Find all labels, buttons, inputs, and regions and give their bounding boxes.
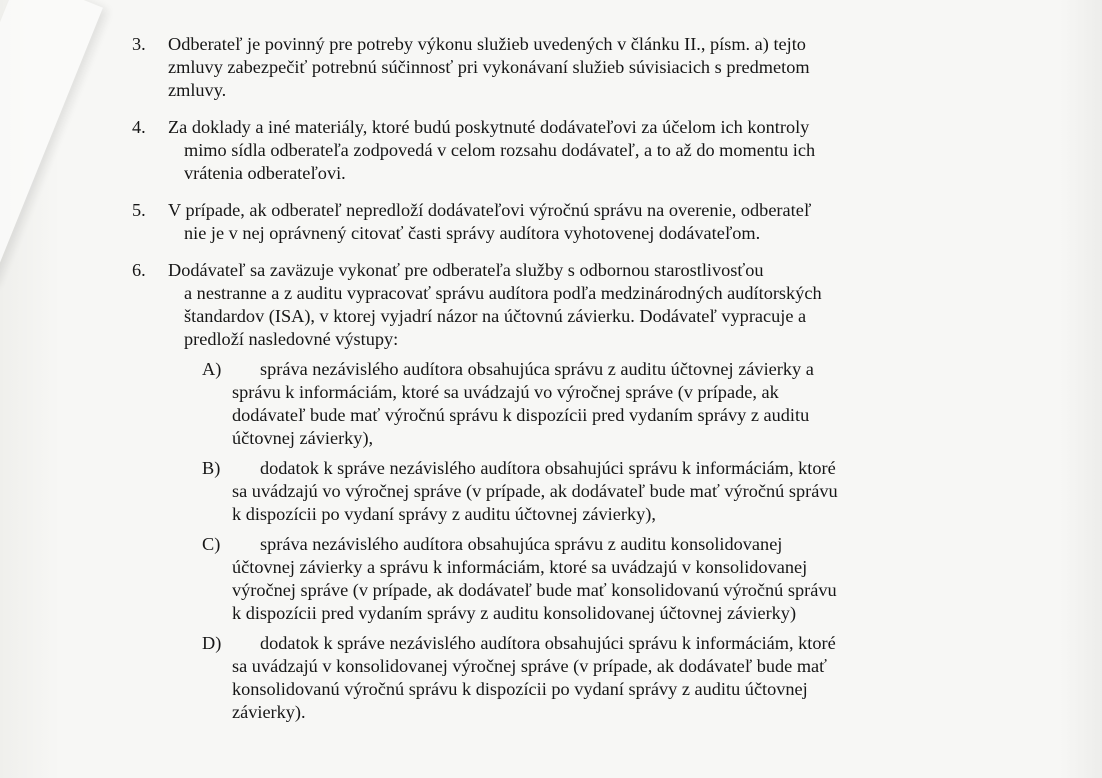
- clause-line: mimo sídla odberateľa zodpovedá v celom rozsahu dodávateľ, a to až do momentu ich: [184, 140, 816, 160]
- subitem-line: dodatok k správe nezávislého audítora obsahujúci správu k informáciám, ktoré: [260, 458, 836, 478]
- clause-line: predloží nasledovné výstupy:: [184, 329, 399, 349]
- subitem-label: C): [202, 534, 221, 554]
- subitem-d: [132, 632, 940, 724]
- clause-line: a nestranne a z auditu vypracovať správu audítora podľa medzinárodných audítorských: [184, 283, 822, 303]
- subitem-line: správu k informáciám, ktoré sa uvádzajú vo výročnej správe (v prípade, ak: [232, 382, 779, 402]
- clause-number: 5.: [132, 200, 146, 220]
- subitem-line: závierky).: [232, 702, 306, 722]
- clause-6: [132, 259, 940, 724]
- clause-line: V prípade, ak odberateľ nepredloží dodávateľovi výročnú správu na overenie, odberateľ: [168, 200, 812, 220]
- subitem-a: [132, 358, 940, 450]
- clause-line: zmluvy.: [168, 80, 227, 100]
- document-body: [132, 33, 940, 738]
- clause-number: 6.: [132, 260, 146, 280]
- subitem-b: [132, 457, 940, 526]
- subitem-line: účtovnej závierky a správu k informáciám, ktoré sa uvádzajú v konsolidovanej: [232, 557, 808, 577]
- subitem-line: k dispozícii pred vydaním správy z auditu konsolidovanej účtovnej závierky): [232, 603, 797, 623]
- subitem-line: správa nezávislého audítora obsahujúca správu z auditu účtovnej závierky a: [260, 359, 814, 379]
- subitem-label: D): [202, 633, 222, 653]
- clause-line: nie je v nej oprávnený citovať časti správy audítora vyhotovenej dodávateľom.: [184, 223, 761, 243]
- clause-line: zmluvy zabezpečiť potrebnú súčinnosť pri vykonávaní služieb súvisiacich s predmetom: [168, 57, 810, 77]
- subitem-line: sa uvádzajú v konsolidovanej výročnej správe (v prípade, ak dodávateľ bude mať: [232, 656, 827, 676]
- subitem-label: B): [202, 458, 221, 478]
- subitem-line: k dispozícii po vydaní správy z auditu účtovnej závierky),: [232, 504, 656, 524]
- clause-4: [132, 116, 940, 185]
- clause-line: Odberateľ je povinný pre potreby výkonu služieb uvedených v článku II., písm. a) tejto: [168, 34, 806, 54]
- subitem-c: [132, 533, 940, 625]
- subitem-line: správa nezávislého audítora obsahujúca správu z auditu konsolidovanej: [260, 534, 783, 554]
- clause-line: Dodávateľ sa zaväzuje vykonať pre odberateľa služby s odbornou starostlivosťou: [168, 260, 764, 280]
- clause-number: 3.: [132, 34, 146, 54]
- subitem-line: dodatok k správe nezávislého audítora obsahujúci správu k informáciám, ktoré: [260, 633, 836, 653]
- subitem-line: účtovnej závierky),: [232, 428, 374, 448]
- subitem-line: konsolidovanú výročnú správu k dispozícii po vydaní správy z auditu účtovnej: [232, 679, 808, 699]
- clause-number: 4.: [132, 117, 146, 137]
- subitem-line: výročnej správe (v prípade, ak dodávateľ bude mať konsolidovanú výročnú správu: [232, 580, 837, 600]
- subitem-label: A): [202, 359, 222, 379]
- subitem-line: sa uvádzajú vo výročnej správe (v prípade, ak dodávateľ bude mať výročnú správu: [232, 481, 838, 501]
- clause-line: Za doklady a iné materiály, ktoré budú poskytnuté dodávateľovi za účelom ich kontroly: [168, 117, 810, 137]
- subitem-line: dodávateľ bude mať výročnú správu k dispozícii pred vydaním správy z auditu: [232, 405, 810, 425]
- clause-line: štandardov (ISA), v ktorej vyjadrí názor na účtovnú závierku. Dodávateľ vypracuje a: [184, 306, 807, 326]
- clause-5: [132, 199, 940, 245]
- clause-3: [132, 33, 940, 102]
- clause-line: vrátenia odberateľovi.: [184, 163, 346, 183]
